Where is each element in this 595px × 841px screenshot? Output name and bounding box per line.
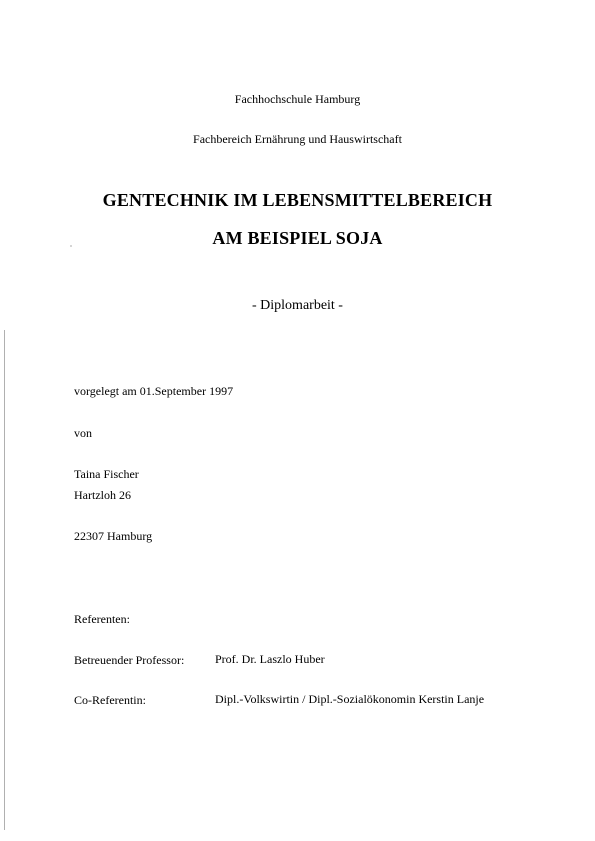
author-street: Hartzloh 26: [74, 488, 131, 502]
by-label: von: [74, 426, 92, 440]
author-city: 22307 Hamburg: [74, 529, 153, 543]
thesis-title-line-1: GENTECHNIK IM LEBENSMITTELBEREICH: [102, 190, 493, 210]
referees-heading: Referenten:: [74, 612, 130, 626]
submission-date: vorgelegt am 01.September 1997: [74, 384, 234, 398]
scan-edge-line: [4, 330, 5, 830]
referee-name-co-referee: Dipl.-Volkswirtin / Dipl.-Sozialökonomin Kerstin Lanje: [215, 692, 485, 706]
author-name: Taina Fischer: [74, 467, 139, 481]
referee-role-professor: Betreuender Professor:: [74, 653, 185, 667]
thesis-title-line-2: AM BEISPIEL SOJA: [212, 228, 383, 248]
department-name: Fachbereich Ernährung und Hauswirtschaft: [193, 132, 402, 146]
referee-name-professor: Prof. Dr. Laszlo Huber: [215, 652, 325, 666]
institution-name: Fachhochschule Hamburg: [234, 92, 361, 106]
thesis-type: - Diplomarbeit -: [252, 298, 343, 313]
referee-role-co-referee: Co-Referentin:: [74, 693, 146, 707]
